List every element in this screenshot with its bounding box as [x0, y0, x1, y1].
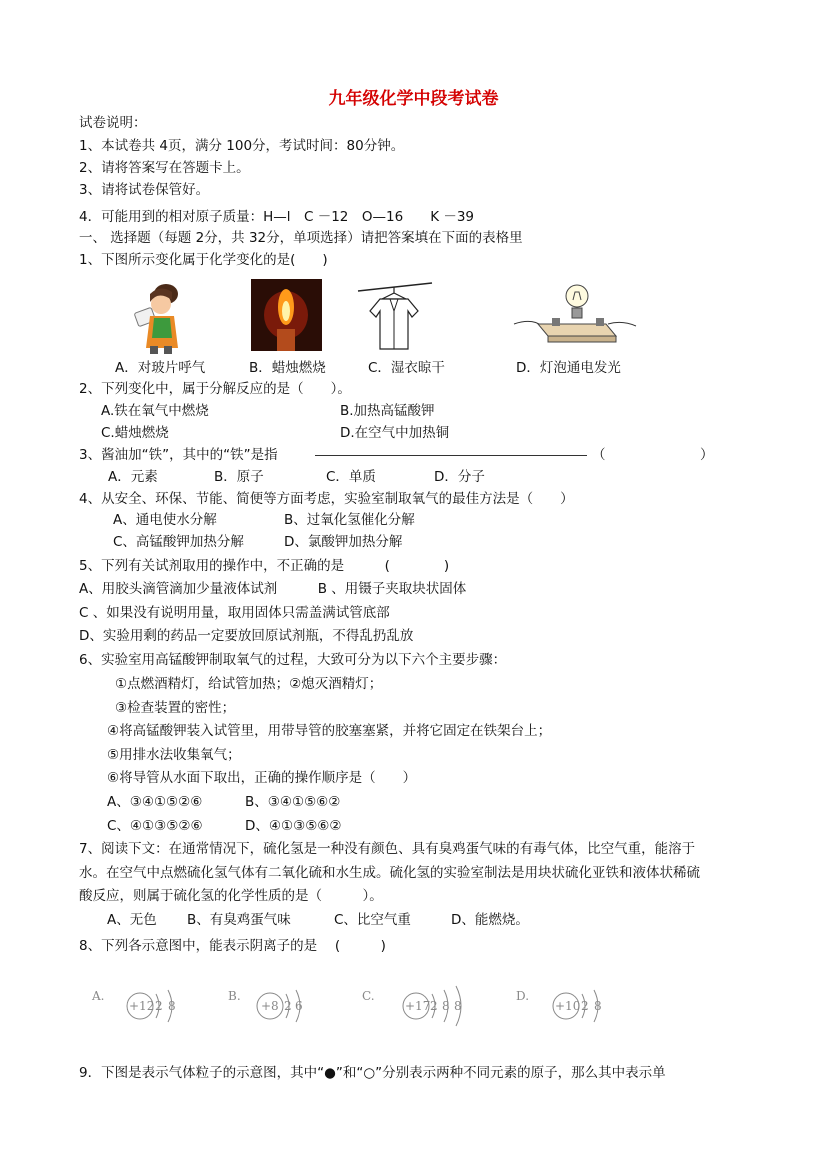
- atom-diagram-a: [90, 984, 200, 1028]
- question-4-option: D、氯酸钾加热分解: [284, 534, 403, 550]
- question-5-line: D、实验用剩的药品一定要放回原试剂瓶，不得乱扔乱放: [79, 628, 414, 644]
- question-2-option: A.铁在氧气中燃烧: [101, 403, 209, 419]
- atom-letter: A.: [92, 989, 105, 1003]
- page-title: 九年级化学中段考试卷: [328, 89, 499, 109]
- instruction-line: 2、请将答案写在答题卡上。: [79, 160, 250, 176]
- atom-shell: 2: [155, 999, 163, 1013]
- atom-diagram-c: [360, 984, 480, 1028]
- atom-shell: 2: [581, 999, 589, 1013]
- atom-nucleus: +8: [261, 999, 279, 1013]
- question-2-option: C.蜡烛燃烧: [101, 425, 169, 441]
- question-3-option: D．分子: [434, 469, 485, 485]
- question-2-stem: 2、下列变化中，属于分解反应的是（ ）。: [79, 381, 351, 397]
- atom-shell: 8: [454, 999, 462, 1013]
- question-7-option: C、比空气重: [334, 912, 411, 928]
- question-1-option: A．对玻片呼气: [115, 360, 206, 376]
- atom-letter: B.: [228, 989, 241, 1003]
- question-7-line: 水。在空气中点燃硫化氢气体有二氧化硫和水生成。硫化氢的实验室制法是用块状硫化亚铁和液体状稀硫: [79, 865, 700, 881]
- question-1-option: C．湿衣晾干: [368, 360, 445, 376]
- atom-nucleus: +12: [129, 999, 155, 1013]
- instruction-line: 4．可能用到的相对原子质量：H—l C －12 O—16 K －39: [79, 209, 475, 225]
- light-bulb-circuit-icon: [512, 280, 638, 348]
- question-6-stem: 6、实验室用高锰酸钾制取氧气的过程，大致可分为以下六个主要步骤：: [79, 652, 507, 668]
- question-6-option: A、③④①⑤②⑥: [107, 794, 203, 810]
- question-1-option: B．蜡烛燃烧: [249, 360, 326, 376]
- question-3-stem: 3、酱油加“铁”，其中的“铁”是指: [79, 447, 278, 463]
- question-7-line: 7、阅读下文：在通常情况下，硫化氢是一种没有颜色、具有臭鸡蛋气味的有毒气体，比空气重，能溶于: [79, 841, 696, 857]
- atom-shell: 8: [168, 999, 176, 1013]
- candle-icon: [251, 279, 322, 351]
- question-5-stem: 5、下列有关试剂取用的操作中，不正确的是 ( ): [79, 558, 450, 574]
- atom-diagram-d: [514, 984, 624, 1028]
- question-6-option: B、③④①⑤⑥②: [245, 794, 341, 810]
- question-7-option: A、无色: [107, 912, 157, 928]
- question-4-option: C、高锰酸钾加热分解: [113, 534, 244, 550]
- question-3-blank: （ ）: [592, 447, 714, 463]
- question-6-step: ⑥将导管从水面下取出，正确的操作顺序是（ ）: [107, 770, 417, 786]
- atom-diagram-b: [226, 984, 316, 1028]
- question-3-option: B．原子: [214, 469, 264, 485]
- atom-nucleus: +17: [405, 999, 431, 1013]
- question-9-stem: 9．下图是表示气体粒子的示意图，其中“●”和“○”分别表示两种不同元素的原子，那么其中表示单: [79, 1065, 666, 1081]
- question-7-option: D、能燃烧。: [451, 912, 529, 928]
- question-2-option: D.在空气中加热铜: [340, 425, 450, 441]
- question-6-step: ④将高锰酸钾装入试管里，用带导管的胶塞塞紧，并将它固定在铁架台上；: [107, 723, 552, 739]
- question-6-step: ③检查装置的密性；: [115, 700, 236, 716]
- girl-breathing-icon: [128, 282, 188, 354]
- question-6-step: ⑤用排水法收集氧气；: [107, 747, 241, 763]
- instruction-line: 1、本试卷共 4页，满分 100分，考试时间：80分钟。: [79, 138, 405, 154]
- question-2-option: B.加热高锰酸钾: [340, 403, 435, 419]
- instructions-heading: 试卷说明：: [79, 115, 147, 131]
- question-6-option: C、④①③⑤②⑥: [107, 818, 203, 834]
- question-1-stem: 1、下图所示变化属于化学变化的是( ): [79, 252, 328, 268]
- question-6-option: D、④①③⑤⑥②: [245, 818, 342, 834]
- question-4-option: A、通电使水分解: [113, 512, 217, 528]
- atom-letter: D.: [516, 989, 530, 1003]
- question-4-stem: 4、从安全、环保、节能、简便等方面考虑，实验室制取氧气的最佳方法是（ ）: [79, 491, 574, 507]
- atom-shell: 8: [594, 999, 602, 1013]
- atom-shell: 2: [284, 999, 292, 1013]
- question-1-option: D．灯泡通电发光: [516, 360, 621, 376]
- question-3-option: C．单质: [326, 469, 376, 485]
- atom-shell: 6: [295, 999, 303, 1013]
- question-6-step: ①点燃酒精灯，给试管加热；②熄灭酒精灯；: [115, 676, 383, 692]
- question-8-stem: 8、下列各示意图中，能表示阴离子的是 ( ): [79, 938, 386, 954]
- atom-nucleus: +10: [555, 999, 581, 1013]
- question-7-line: 酸反应，则属于硫化氢的化学性质的是（ ）。: [79, 888, 383, 904]
- question-4-option: B、过氧化氢催化分解: [284, 512, 415, 528]
- atom-shell: 2: [430, 999, 438, 1013]
- question-3-dashes: [315, 455, 587, 456]
- question-5-line: C 、如果没有说明用量，取用固体只需盖满试管底部: [79, 605, 390, 621]
- instruction-line: 3、请将试卷保管好。: [79, 182, 210, 198]
- question-7-option: B、有臭鸡蛋气味: [187, 912, 291, 928]
- atom-letter: C.: [362, 989, 375, 1003]
- section-heading: 一、 选择题（每题 2分，共 32分，单项选择）请把答案填在下面的表格里: [79, 230, 523, 246]
- question-5-line: A、用胶头滴管滴加少量液体试剂 B 、用镊子夹取块状固体: [79, 581, 467, 597]
- hanging-shirt-icon: [356, 281, 434, 353]
- atom-shell: 8: [442, 999, 450, 1013]
- question-3-option: A．元素: [108, 469, 158, 485]
